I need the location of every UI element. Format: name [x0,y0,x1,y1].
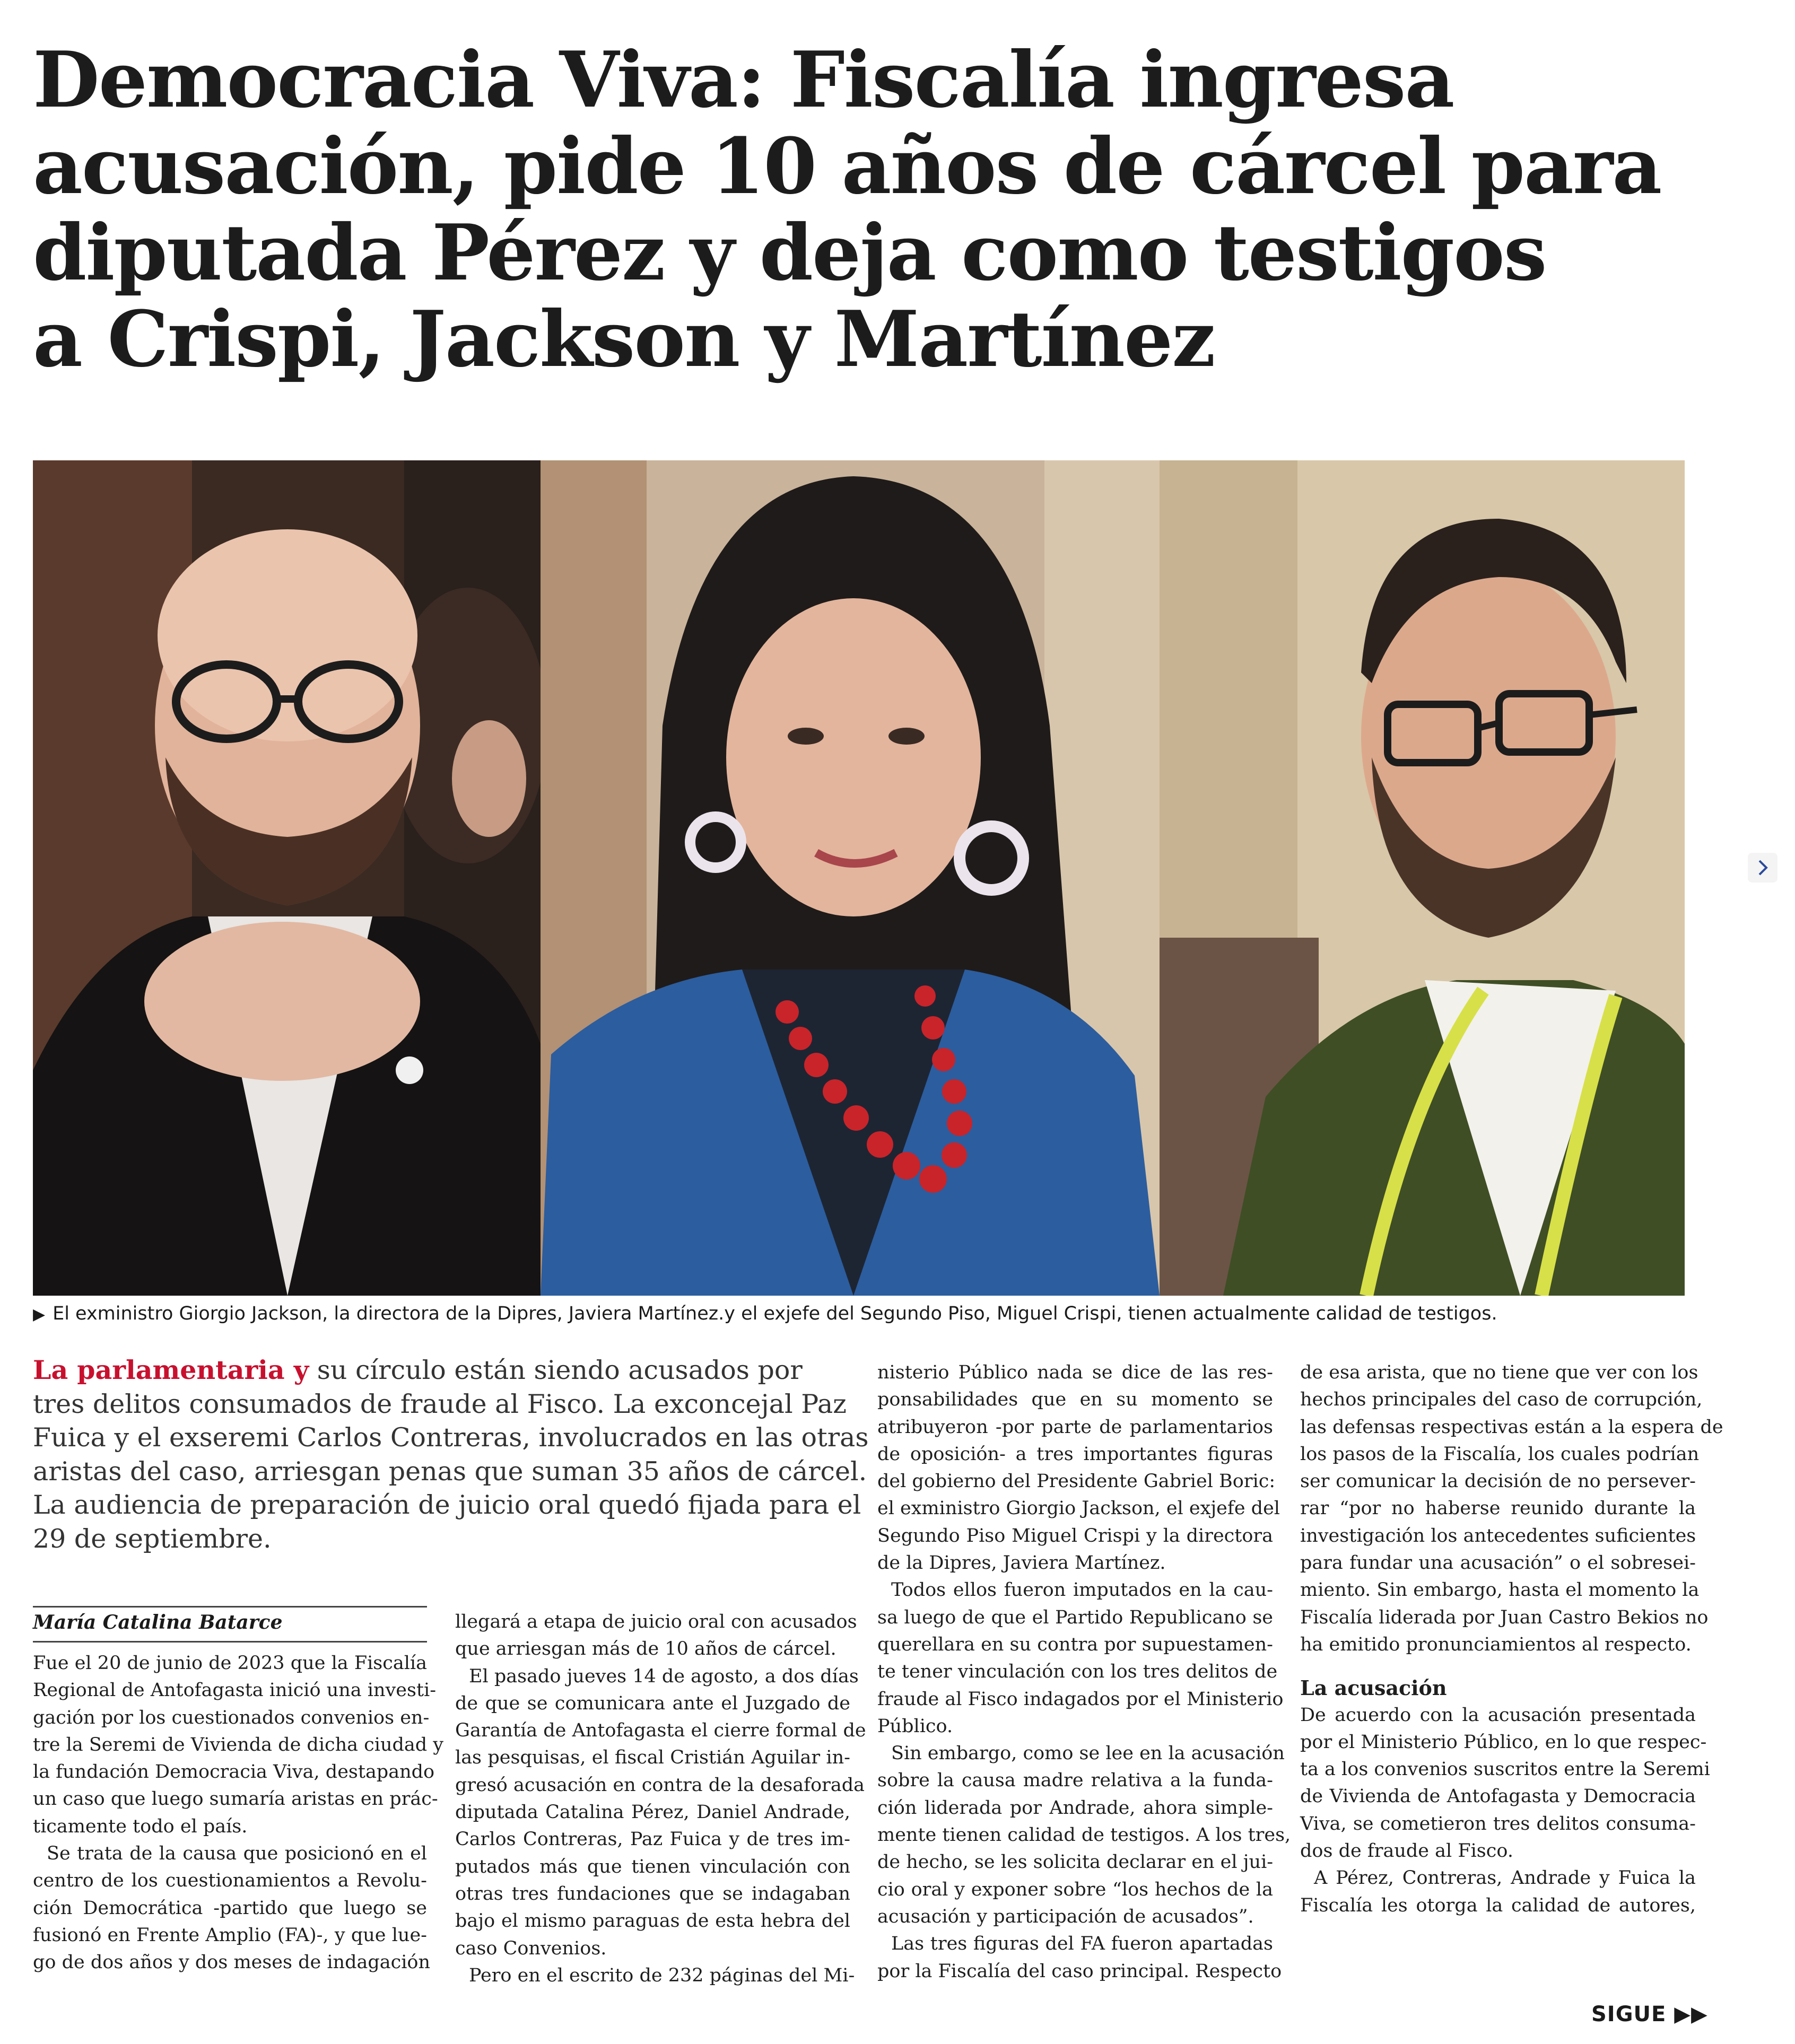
body-line: investigación los antecedentes suficientes [1300,1525,1696,1547]
body-line: te tener vinculación con los tres delitos de [877,1661,1278,1683]
portrait-right-image [1160,460,1685,1296]
body-line: cio oral y exponer sobre “los hechos de la [877,1879,1273,1900]
body-line: Viva, se cometieron tres delitos consuma- [1300,1813,1696,1835]
chevron-right-icon [1755,859,1771,877]
body-line: Garantía de Antofagasta el cierre formal de [455,1720,866,1742]
body-line: ticamente todo el país. [33,1815,248,1837]
body-line: Segundo Piso Miguel Crispi y la directora [877,1525,1273,1547]
body-line: De acuerdo con la acusación presentada [1300,1704,1696,1726]
body-line: Todos ellos fueron imputados en la cau- [891,1579,1273,1601]
photo-javiera-martinez [541,460,1160,1296]
body-line: bajo el mismo paraguas de esta hebra del [455,1910,850,1932]
body-line: centro de los cuestionamientos a Revolu- [33,1870,427,1892]
body-line: la fundación Democracia Viva, destapando [33,1761,435,1783]
lead-line [33,1353,852,1387]
body-line: mente tienen calidad de testigos. A los tres, [877,1824,1291,1846]
body-line: para fundar una acusación” o el sobresei- [1300,1552,1696,1574]
body-line: miento. Sin embargo, hasta el momento la [1300,1579,1700,1601]
body-line: ser comunicar la decisión de no persever- [1300,1471,1696,1492]
body-line: rar “por no haberse reunido durante la [1300,1498,1696,1519]
body-line: fusionó en Frente Amplio (FA)-, y que lue- [33,1924,427,1946]
body-line: dos de fraude al Fisco. [1300,1840,1513,1862]
body-line: el exministro Giorgio Jackson, el exjefe del [877,1498,1280,1519]
lead-line: tres delitos consumados de fraude al Fisco. La exconcejal Paz [33,1388,847,1419]
body-line: hechos principales del caso de corrupción, [1300,1389,1703,1411]
body-column-1 [33,1650,444,1977]
body-line: ción Democrática -partido que luego se [33,1897,427,1919]
body-line: atribuyeron -por parte de parlamentarios [877,1416,1273,1438]
body-line: por el Ministerio Público, en lo que respec- [1300,1731,1707,1753]
subhead-la-acusacion: La acusación [1300,1676,1447,1700]
body-line: ta a los convenios suscritos entre la Seremi [1300,1759,1710,1780]
body-line: ponsabilidades que en su momento se [877,1389,1273,1411]
body-line: llegará a etapa de juicio oral con acusados [455,1611,857,1632]
body-line: go de dos años y dos meses de indagación [33,1952,431,1973]
body-line: las pesquisas, el fiscal Cristián Aguilar in- [455,1747,850,1769]
body-line: fraude al Fisco indagados por el Ministerio [877,1688,1284,1710]
sigue-label: SIGUE [1591,2002,1667,2026]
headline-line: acusación, pide 10 años de cárcel para [33,121,1661,212]
body-line: de Vivienda de Antofagasta y Democracia [1300,1786,1696,1807]
byline: María Catalina Batarce [33,1611,283,1634]
body-line: que arriesgan más de 10 años de cárcel. [455,1638,836,1660]
body-line: las defensas respectivas están a la espera de [1300,1416,1723,1438]
body-line: de la Dipres, Javiera Martínez. [877,1552,1166,1574]
body-line: Pero en el escrito de 232 páginas del Mi- [469,1964,855,1986]
body-column-4 [1300,1359,1723,1919]
body-line: Sin embargo, como se lee en la acusación [891,1743,1285,1765]
body-line: otras tres fundaciones que se indagaban [455,1883,850,1905]
body-line: ción liderada por Andrade, ahora simple- [877,1797,1273,1819]
headline-line: diputada Pérez y deja como testigos [33,208,1546,298]
headline-line: Democracia Viva: Fiscalía ingresa [33,35,1454,125]
body-line: Las tres figuras del FA fueron apartadas [891,1933,1273,1955]
body-line: de oposición- a tres importantes figuras [877,1443,1273,1465]
caption-text: El exministro Giorgio Jackson, la directora de la Dipres, Javiera Martínez.y el exjefe del Segundo Piso, Miguel Crispi, tienen actualmente calidad de testigos. [53,1303,1497,1324]
body-line: del gobierno del Presidente Gabriel Boric: [877,1471,1276,1492]
body-line: por la Fiscalía del caso principal. Respecto [877,1960,1282,1982]
next-slide-button[interactable] [1748,853,1777,883]
body-line: Fiscalía les otorga la calidad de autores, [1300,1894,1696,1916]
body-column-3 [877,1359,1291,1985]
body-line: ha emitido pronunciamientos al respecto. [1300,1634,1692,1655]
body-line: querellara en su contra por supuestamen- [877,1634,1273,1655]
photo-miguel-crispi [1160,460,1685,1296]
body-line: Se trata de la causa que posicionó en el [47,1843,427,1865]
lead-line: La audiencia de preparación de juicio oral quedó fijada para el [33,1490,861,1520]
body-line: sobre la causa madre relativa a la funda- [877,1770,1273,1792]
photo-strip [33,460,1685,1296]
body-line: caso Convenios. [455,1937,607,1959]
body-line: un caso que luego sumaría aristas en prác- [33,1788,438,1810]
body-line: Público. [877,1715,953,1737]
body-line: de hecho, se les solicita declarar en el jui- [877,1851,1274,1873]
body-line: nisterio Público nada se dice de las res- [877,1362,1273,1383]
body-line: de esa arista, que no tiene que ver con los [1300,1362,1698,1383]
lead-line: aristas del caso, arriesgan penas que suman 35 años de cárcel. [33,1456,867,1487]
lead-first-rest: su círculo están siendo acusados por [309,1355,803,1385]
lead-highlight: La parlamentaria y [33,1355,309,1385]
body-line: putados más que tienen vinculación con [455,1856,850,1877]
body-line: diputada Catalina Pérez, Daniel Andrade, [455,1802,850,1823]
body-line: de que se comunicara ante el Juzgado de [455,1692,850,1714]
body-column-2 [455,1609,866,1989]
body-line: Fue el 20 de junio de 2023 que la Fiscalía [33,1653,427,1674]
body-line: gación por los cuestionados convenios en- [33,1707,430,1728]
lead-paragraph [33,1353,869,1556]
body-line: El pasado jueves 14 de agosto, a dos días [469,1665,859,1687]
body-line: tre la Seremi de Vivienda de dicha ciudad y [33,1734,444,1755]
body-line: A Pérez, Contreras, Andrade y Fuica la [1314,1867,1696,1889]
portrait-center-image [541,460,1160,1296]
body-line: Carlos Contreras, Paz Fuica y de tres im- [455,1829,850,1850]
body-line: acusación y participación de acusados”. [877,1906,1254,1927]
body-line: gresó acusación en contra de la desaforada [455,1774,865,1796]
byline-rule-top [33,1606,427,1608]
lead-line: Fuica y el exseremi Carlos Contreras, involucrados en las otras [33,1422,869,1453]
photo-giorgio-jackson [33,460,541,1296]
body-line: los pasos de la Fiscalía, los cuales podrían [1300,1443,1700,1465]
headline [33,35,1661,385]
double-triangle-icon: ▶▶ [1674,2002,1708,2026]
headline-line: a Crispi, Jackson y Martínez [33,294,1215,385]
triangle-right-icon: ▶ [33,1305,46,1324]
photo-caption [33,1301,1704,1327]
body-line: Regional de Antofagasta inició una investi- [33,1680,437,1701]
continuation-marker[interactable] [1591,2002,1708,2026]
byline-rule-bottom [33,1641,427,1643]
body-line: Fiscalía liderada por Juan Castro Bekios no [1300,1606,1709,1628]
lead-line: 29 de septiembre. [33,1523,272,1554]
body-line: sa luego de que el Partido Republicano se [877,1606,1273,1628]
portrait-left-image [33,460,541,1296]
